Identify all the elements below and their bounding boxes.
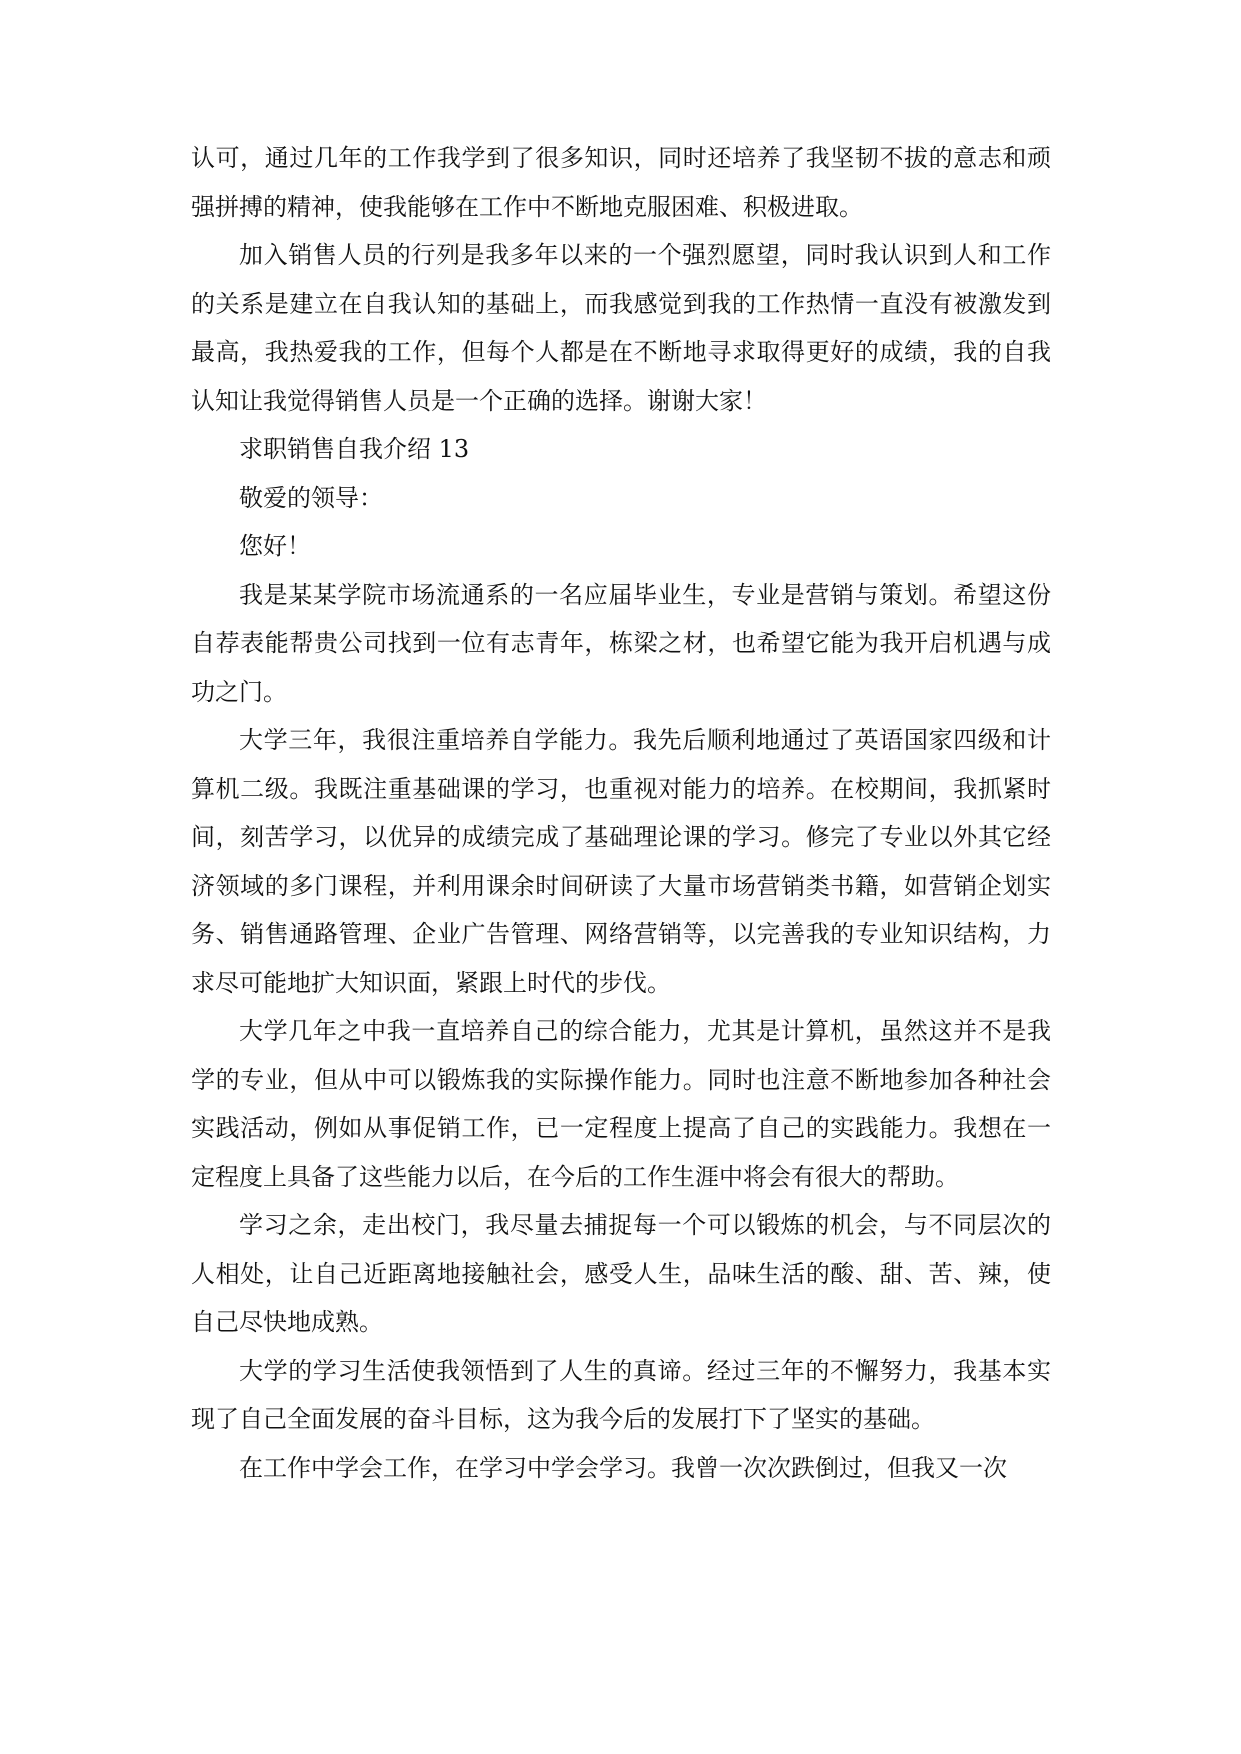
paragraph-continuation: 认可，通过几年的工作我学到了很多知识，同时还培养了我坚韧不拔的意志和顽强拼搏的精神，使我能够在工作中不断地克服困难、积极进取。 <box>191 144 1051 221</box>
paragraph-intro: 我是某某学院市场流通系的一名应届毕业生，专业是营销与策划。希望这份自荐表能帮贵公司找到一位有志青年，栋梁之材，也希望它能为我开启机遇与成功之门。 <box>191 580 1051 706</box>
document-page <box>191 134 1051 1492</box>
salutation: 敬爱的领导： <box>239 483 383 512</box>
paragraph-abilities: 大学几年之中我一直培养自己的综合能力，尤其是计算机，虽然这并不是我学的专业，但从中可以锻炼我的实际操作能力。同时也注意不断地参加各种社会实践活动，例如从事促销工作，已一定程度上提高了自己的实践能力。我想在一定程度上具备了这些能力以后，在今后的工作生涯中将会有很大的帮助。 <box>191 1017 1051 1191</box>
paragraph-study: 大学三年，我很注重培养自学能力。我先后顺利地通过了英语国家四级和计算机二级。我既注重基础课的学习，也重视对能力的培养。在校期间，我抓紧时间，刻苦学习，以优异的成绩完成了基础理论课的学习。修完了专业以外其它经济领域的多门课程，并利用课余时间研读了大量市场营销类书籍，如营销企划实务、销售通路管理、企业广告管理、网络营销等，以完善我的专业知识结构，力求尽可能地扩大知识面，紧跟上时代的步伐。 <box>191 726 1051 997</box>
paragraph-practice: 学习之余，走出校门，我尽量去捕捉每一个可以锻炼的机会，与不同层次的人相处，让自己近距离地接触社会，感受人生，品味生活的酸、甜、苦、辣，使自己尽快地成熟。 <box>191 1211 1051 1336</box>
paragraph-sales-wish: 加入销售人员的行列是我多年以来的一个强烈愿望，同时我认识到人和工作的关系是建立在自我认知的基础上，而我感觉到我的工作热情一直没有被激发到最高，我热爱我的工作，但每个人都是在不断地寻求取得更好的成绩，我的自我认知让我觉得销售人员是一个正确的选择。谢谢大家！ <box>191 241 1051 415</box>
paragraph-work-learning: 在工作中学会工作，在学习中学会学习。我曾一次次跌倒过，但我又一次 <box>239 1453 1007 1482</box>
section-title: 求职销售自我介绍 13 <box>239 435 470 463</box>
greeting: 您好！ <box>239 532 311 560</box>
paragraph-growth: 大学的学习生活使我领悟到了人生的真谛。经过三年的不懈努力，我基本实现了自己全面发展的奋斗目标，这为我今后的发展打下了坚实的基础。 <box>191 1356 1051 1433</box>
